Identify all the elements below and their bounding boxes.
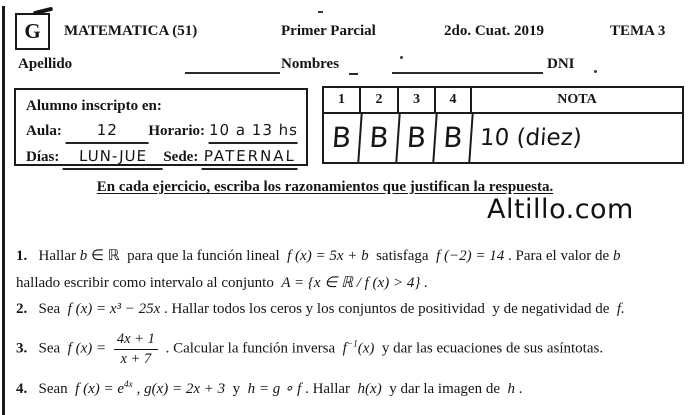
horario-label: Horario: — [148, 123, 205, 139]
aula-label: Aula: — [26, 123, 62, 139]
exercise-1-line-2: hallado escribir como intervalo al conjunto A = {x ∈ ℝ / f (x) > 4} . — [16, 275, 428, 291]
horario-handwritten-value: 10 a 13 hs — [209, 118, 299, 144]
grades-col-1: 1 — [324, 88, 361, 114]
grades-table — [322, 86, 684, 164]
grades-col-2: 2 — [361, 88, 399, 114]
exercise-3-line-1: 3. Sea f (x) = $\frac{4x + 1}{x + 7}$ . Calcular la función inversa $f^{-1}(x)$ y dar las ecuaciones de sus asíntotas. — [16, 331, 604, 367]
grades-col-4: 4 — [436, 88, 472, 114]
aula-handwritten-value: 12 — [65, 118, 148, 144]
dias-label: Días: — [26, 149, 60, 165]
pen-tick-mark — [33, 7, 53, 16]
scan-speck — [318, 11, 323, 13]
term-label: 2do. Cuat. 2019 — [444, 23, 545, 39]
dni-label: DNI — [547, 56, 575, 72]
nombres-blank-line — [392, 72, 543, 74]
grade-3-handwritten: B — [397, 114, 437, 162]
nombres-underscore — [349, 73, 358, 75]
grade-2-handwritten: B — [359, 114, 400, 162]
scan-edge-line — [2, 6, 5, 415]
course-title: MATEMATICA (51) — [64, 23, 198, 39]
scan-speck — [400, 56, 403, 59]
tema-label: TEMA 3 — [610, 23, 666, 39]
grade-4-handwritten: B — [434, 114, 473, 162]
logo-letter: G — [24, 19, 41, 43]
apellido-blank-line — [185, 72, 280, 74]
scan-speck — [594, 70, 597, 73]
exercise-4-line-1: 4. Sean f $(x) = e^{4x}$ , g(x) = 2x + 3 y h = g ∘ f . Hallar h(x) y dar la imagen de h . — [16, 380, 523, 397]
dias-handwritten-value: LUN-JUE — [63, 144, 164, 170]
grades-col-3: 3 — [399, 88, 436, 114]
math-fraction: $\frac{4x + 1}{x + 7}$ — [114, 331, 158, 367]
watermark-altillo: Altillo.com — [487, 194, 634, 225]
sede-label: Sede: — [163, 149, 199, 165]
enrollment-title: Alumno inscripto en: — [26, 98, 162, 114]
grade-1-handwritten: B — [322, 114, 362, 162]
nombres-label: Nombres — [281, 56, 340, 72]
instruction-line: En cada ejercicio, escriba los razonamientos que justifican la respuesta. — [96, 179, 554, 195]
exercise-1-line-1: 1. Hallar b ∈ ℝ para que la función lineal f (x) = 5x + b satisfaga f (−2) = 14 . Para el valor de b — [16, 248, 621, 264]
grades-col-nota: NOTA — [472, 88, 682, 114]
institution-logo — [15, 13, 50, 50]
exercise-2-line-1: 2. Sea f (x) = x³ − 25x . Hallar todos los ceros y los conjuntos de positividad y de negatividad de f. — [16, 301, 625, 317]
nota-handwritten: 10 (diez) — [479, 124, 583, 151]
exam-title: Primer Parcial — [281, 23, 376, 39]
apellido-label: Apellido — [18, 56, 73, 72]
sede-handwritten-value: PATERNAL — [202, 144, 299, 170]
enrollment-box — [14, 88, 308, 166]
